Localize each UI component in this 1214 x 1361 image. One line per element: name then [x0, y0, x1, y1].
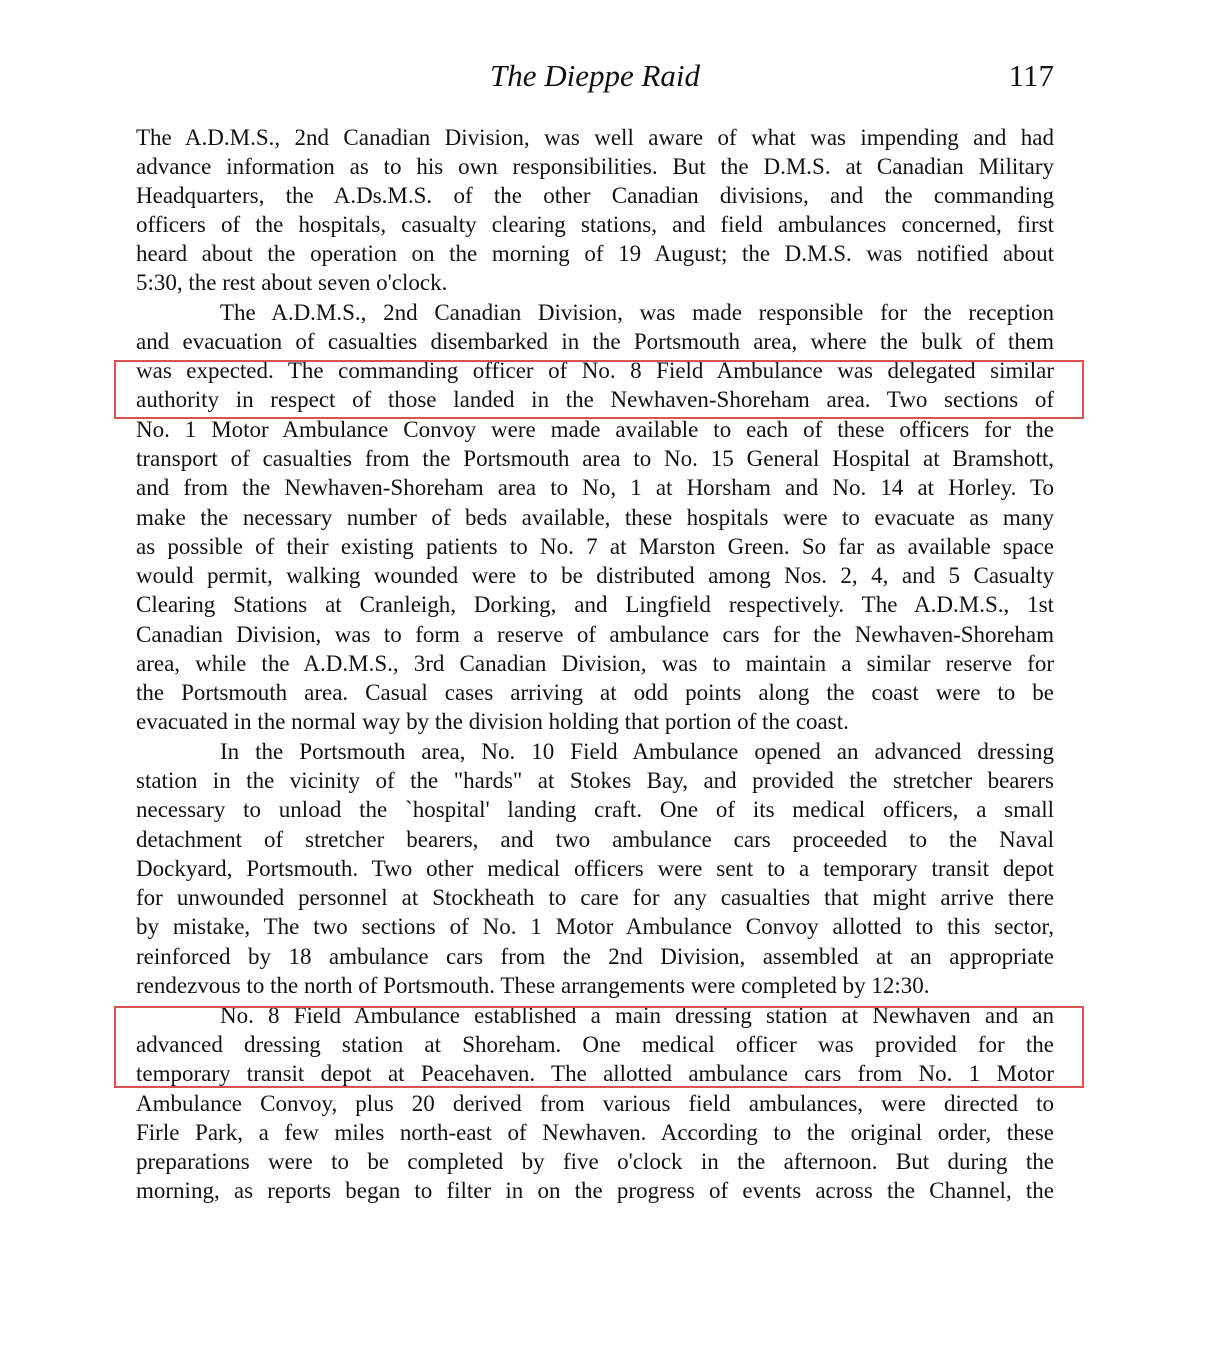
text-line: The A.D.M.S., 2nd Canadian Division, was well aware of what was impending and had	[136, 125, 1054, 150]
text-line: heard about the operation on the morning of 19 August; the D.M.S. was notified about	[136, 241, 1054, 266]
text-line: 5:30, the rest about seven o'clock.	[136, 270, 448, 295]
text-line: transport of casualties from the Portsmouth area to No. 15 General Hospital at Bramshott,	[136, 446, 1054, 471]
text-line: authority in respect of those landed in the Newhaven-Shoreham area. Two sections of	[136, 387, 1054, 412]
page-header	[136, 58, 1054, 98]
text-line: Ambulance Convoy, plus 20 derived from various field ambulances, were directed to	[136, 1091, 1054, 1116]
text-line: advanced dressing station at Shoreham. One medical officer was provided for the	[136, 1032, 1054, 1057]
text-line: area, while the A.D.M.S., 3rd Canadian Division, was to maintain a similar reserve for	[136, 651, 1054, 676]
text-line: rendezvous to the north of Portsmouth. These arrangements were completed by 12:30.	[136, 973, 930, 998]
text-line: was expected. The commanding officer of No. 8 Field Ambulance was delegated similar	[136, 358, 1054, 383]
text-line: make the necessary number of beds available, these hospitals were to evacuate as many	[136, 505, 1054, 530]
text-line: In the Portsmouth area, No. 10 Field Ambulance opened an advanced dressing	[220, 739, 1054, 764]
text-line: station in the vicinity of the "hards" at Stokes Bay, and provided the stretcher bearers	[136, 768, 1054, 793]
text-line: Dockyard, Portsmouth. Two other medical officers were sent to a temporary transit depot	[136, 856, 1054, 881]
text-line: as possible of their existing patients to No. 7 at Marston Green. So far as available space	[136, 534, 1054, 559]
text-line: the Portsmouth area. Casual cases arriving at odd points along the coast were to be	[136, 680, 1054, 705]
text-line: morning, as reports began to filter in on the progress of events across the Channel, the	[136, 1178, 1054, 1203]
text-line: Canadian Division, was to form a reserve of ambulance cars for the Newhaven-Shoreham	[136, 622, 1054, 647]
text-line: Clearing Stations at Cranleigh, Dorking, and Lingfield respectively. The A.D.M.S., 1st	[136, 592, 1054, 617]
text-line: Headquarters, the A.Ds.M.S. of the other Canadian divisions, and the commanding	[136, 183, 1054, 208]
text-line: detachment of stretcher bearers, and two ambulance cars proceeded to the Naval	[136, 827, 1054, 852]
text-line: officers of the hospitals, casualty clearing stations, and field ambulances concerned, first	[136, 212, 1054, 237]
text-line: The A.D.M.S., 2nd Canadian Division, was made responsible for the reception	[220, 300, 1054, 325]
text-line: evacuated in the normal way by the division holding that portion of the coast.	[136, 709, 849, 734]
text-line: temporary transit depot at Peacehaven. The allotted ambulance cars from No. 1 Motor	[136, 1061, 1054, 1086]
text-line: No. 1 Motor Ambulance Convoy were made available to each of these officers for the	[136, 417, 1054, 442]
text-line: Firle Park, a few miles north-east of Newhaven. According to the original order, these	[136, 1120, 1054, 1145]
running-title: The Dieppe Raid	[489, 58, 701, 93]
page-number: 117	[1008, 58, 1054, 93]
text-line: advance information as to his own responsibilities. But the D.M.S. at Canadian Military	[136, 154, 1054, 179]
text-line: No. 8 Field Ambulance established a main dressing station at Newhaven and an	[220, 1003, 1054, 1028]
text-line: for unwounded personnel at Stockheath to care for any casualties that might arrive there	[136, 885, 1054, 910]
text-line: would permit, walking wounded were to be distributed among Nos. 2, 4, and 5 Casualty	[136, 563, 1054, 588]
text-line: reinforced by 18 ambulance cars from the 2nd Division, assembled at an appropriate	[136, 944, 1054, 969]
text-line: necessary to unload the `hospital' landing craft. One of its medical officers, a small	[136, 797, 1054, 822]
text-line: by mistake, The two sections of No. 1 Motor Ambulance Convoy allotted to this sector,	[136, 914, 1054, 939]
text-line: and evacuation of casualties disembarked in the Portsmouth area, where the bulk of them	[136, 329, 1054, 354]
text-line: preparations were to be completed by five o'clock in the afternoon. But during the	[136, 1149, 1054, 1174]
text-line: and from the Newhaven-Shoreham area to No, 1 at Horsham and No. 14 at Horley. To	[136, 475, 1054, 500]
